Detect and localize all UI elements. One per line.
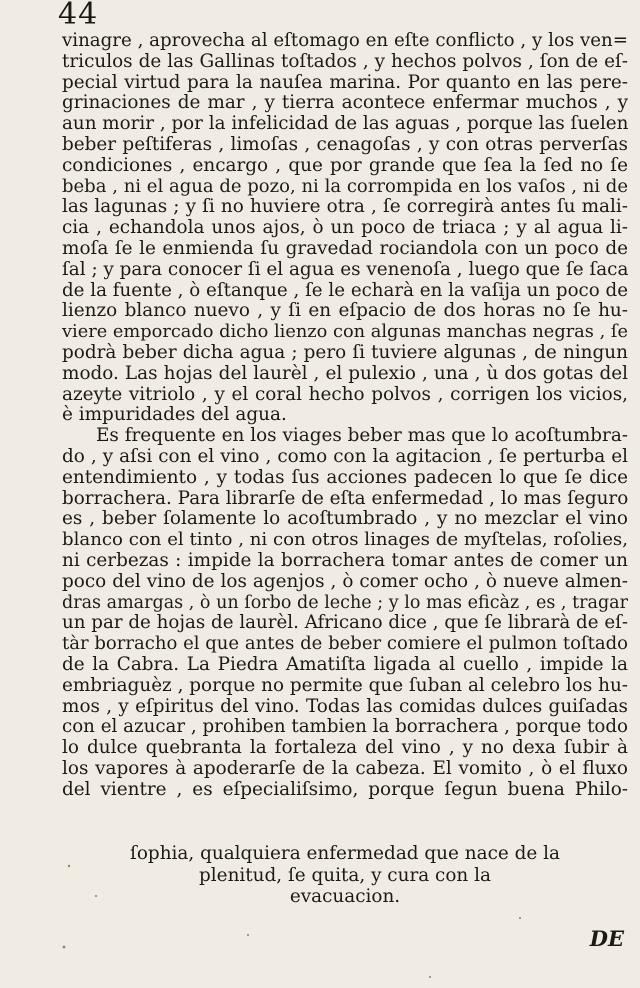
paper-speck	[429, 976, 431, 978]
text-line: pecial virtud para la nauſea marina. Por quanto en las pere-	[62, 71, 628, 93]
paper-speck	[519, 917, 521, 919]
text-line: dras amargas , ò un ſorbo de leche ; y lo mas eficàz , es , tragar	[62, 592, 628, 613]
paper-speck	[247, 934, 249, 936]
text-line: tàr borracho el que antes de beber comiere el pulmon toſtado	[62, 633, 628, 655]
closing-line: ſophia, qualquiera enfermedad que nace de la	[130, 843, 560, 864]
closing-line: evacuacion.	[289, 886, 401, 907]
text-line: è impuridades del agua.	[62, 404, 287, 426]
text-line: es , beber ſolamente lo acoſtumbrado , y no mezclar el vino	[62, 508, 628, 530]
text-line: poco del vino de los agenjos , ò comer ocho , ò nueve almen-	[62, 570, 628, 592]
text-line: grinaciones de mar , y tierra acontece enfermar muchos , y	[62, 92, 628, 114]
text-line: con el azucar , prohiben tambien la borrachera , porque todo	[62, 716, 628, 738]
text-line: ſal ; y para conocer ſi el agua es venenoſa , luego que ſe ſaca	[62, 258, 629, 280]
text-line: ni cerbezas : impide la borrachera tomar antes de comer un	[62, 549, 628, 571]
text-line: un par de hojas de laurèl. Africano dice , que ſe librarà de eſ-	[62, 612, 628, 634]
text-line: los vapores à apoderarſe de la cabeza. El vomito , ò el fluxo	[62, 757, 628, 779]
text-line: las lagunas ; y ſi no huviere otra , ſe corregirà antes ſu mali-	[62, 196, 628, 218]
text-line: cia , echandola unos ajos, ò un poco de triaca ; y al agua li-	[62, 217, 628, 239]
text-line: beba , ni el agua de pozo, ni la corrompida en los vaſos , ni de	[62, 175, 628, 197]
text-line: mos , y eſpiritus del vino. Todas las comidas dulces guiſadas	[62, 695, 628, 717]
text-line: do , y aſsi con el vino , como con la agitacion , ſe perturba el	[62, 445, 628, 467]
text-line: moſa ſe le enmienda ſu gravedad rociandola con un poco de	[62, 237, 628, 259]
text-line: lo dulce quebranta la fortaleza del vino , y no dexa ſubir à	[62, 737, 628, 759]
text-line: viere emporcado dicho lienzo con algunas manchas negras , ſe	[62, 322, 628, 343]
text-line: triculos de las Gallinas toſtados , y hechos polvos , ſon de eſ-	[62, 50, 628, 72]
text-line: beber peſtiferas , limoſas , cenagoſas , y con otras perverſas	[62, 133, 628, 155]
paragraph-water	[62, 31, 628, 426]
page-number: 44	[58, 0, 99, 32]
paper-speck	[63, 946, 66, 949]
text-line: de la fuente , ò eſtanque , ſe le echarà en la vaſija un poco de	[62, 279, 628, 301]
text-line: de la Cabra. La Piedra Amatiſta ligada al cuello , impide la	[62, 653, 628, 675]
text-line: podrà beber dicha agua ; pero ſi tuviere algunas , de ningun	[62, 341, 628, 363]
closing-line: plenitud, ſe quita, y cura con la	[199, 864, 491, 886]
text-line: lienzo blanco nuevo , y ſi en eſpacio de dos horas no ſe hu-	[62, 300, 628, 322]
text-line: azeyte vitriolo , y el coral hecho polvos , corrigen los vicios,	[62, 383, 628, 405]
text-line: condiciones , encargo , que por grande que ſea la ſed no ſe	[62, 154, 628, 176]
text-line: blanco con el tinto , ni con otros linages de myſtelas, roſolies,	[62, 529, 628, 551]
closing-lines	[62, 843, 628, 908]
text-line: del vientre , es eſpecialiſsimo, porque ſegun buena Philo-	[62, 778, 628, 800]
text-line: entendimiento , y todas ſus acciones padecen lo que ſe dice	[62, 466, 628, 488]
text-line: modo. Las hojas del laurèl , el pulexio , una , ù dos gotas del	[62, 362, 628, 384]
text-line: Es frequente en los viages beber mas que lo acoſtumbra-	[96, 425, 628, 447]
text-line: embriaguèz , porque no permite que ſuban al celebro los hu-	[62, 674, 628, 696]
paragraph-drunkenness	[62, 426, 628, 800]
text-line: aun morir , por la infelicidad de las aguas , porque las ſuelen	[62, 113, 629, 135]
body-text	[62, 31, 628, 800]
text-line: borrachera. Para librarſe de eſta enfermedad , lo mas ſeguro	[62, 487, 629, 509]
catchword: DE	[589, 926, 624, 951]
text-line: vinagre , aprovecha al eſtomago en eſte conflicto , y los ven=	[62, 30, 628, 51]
